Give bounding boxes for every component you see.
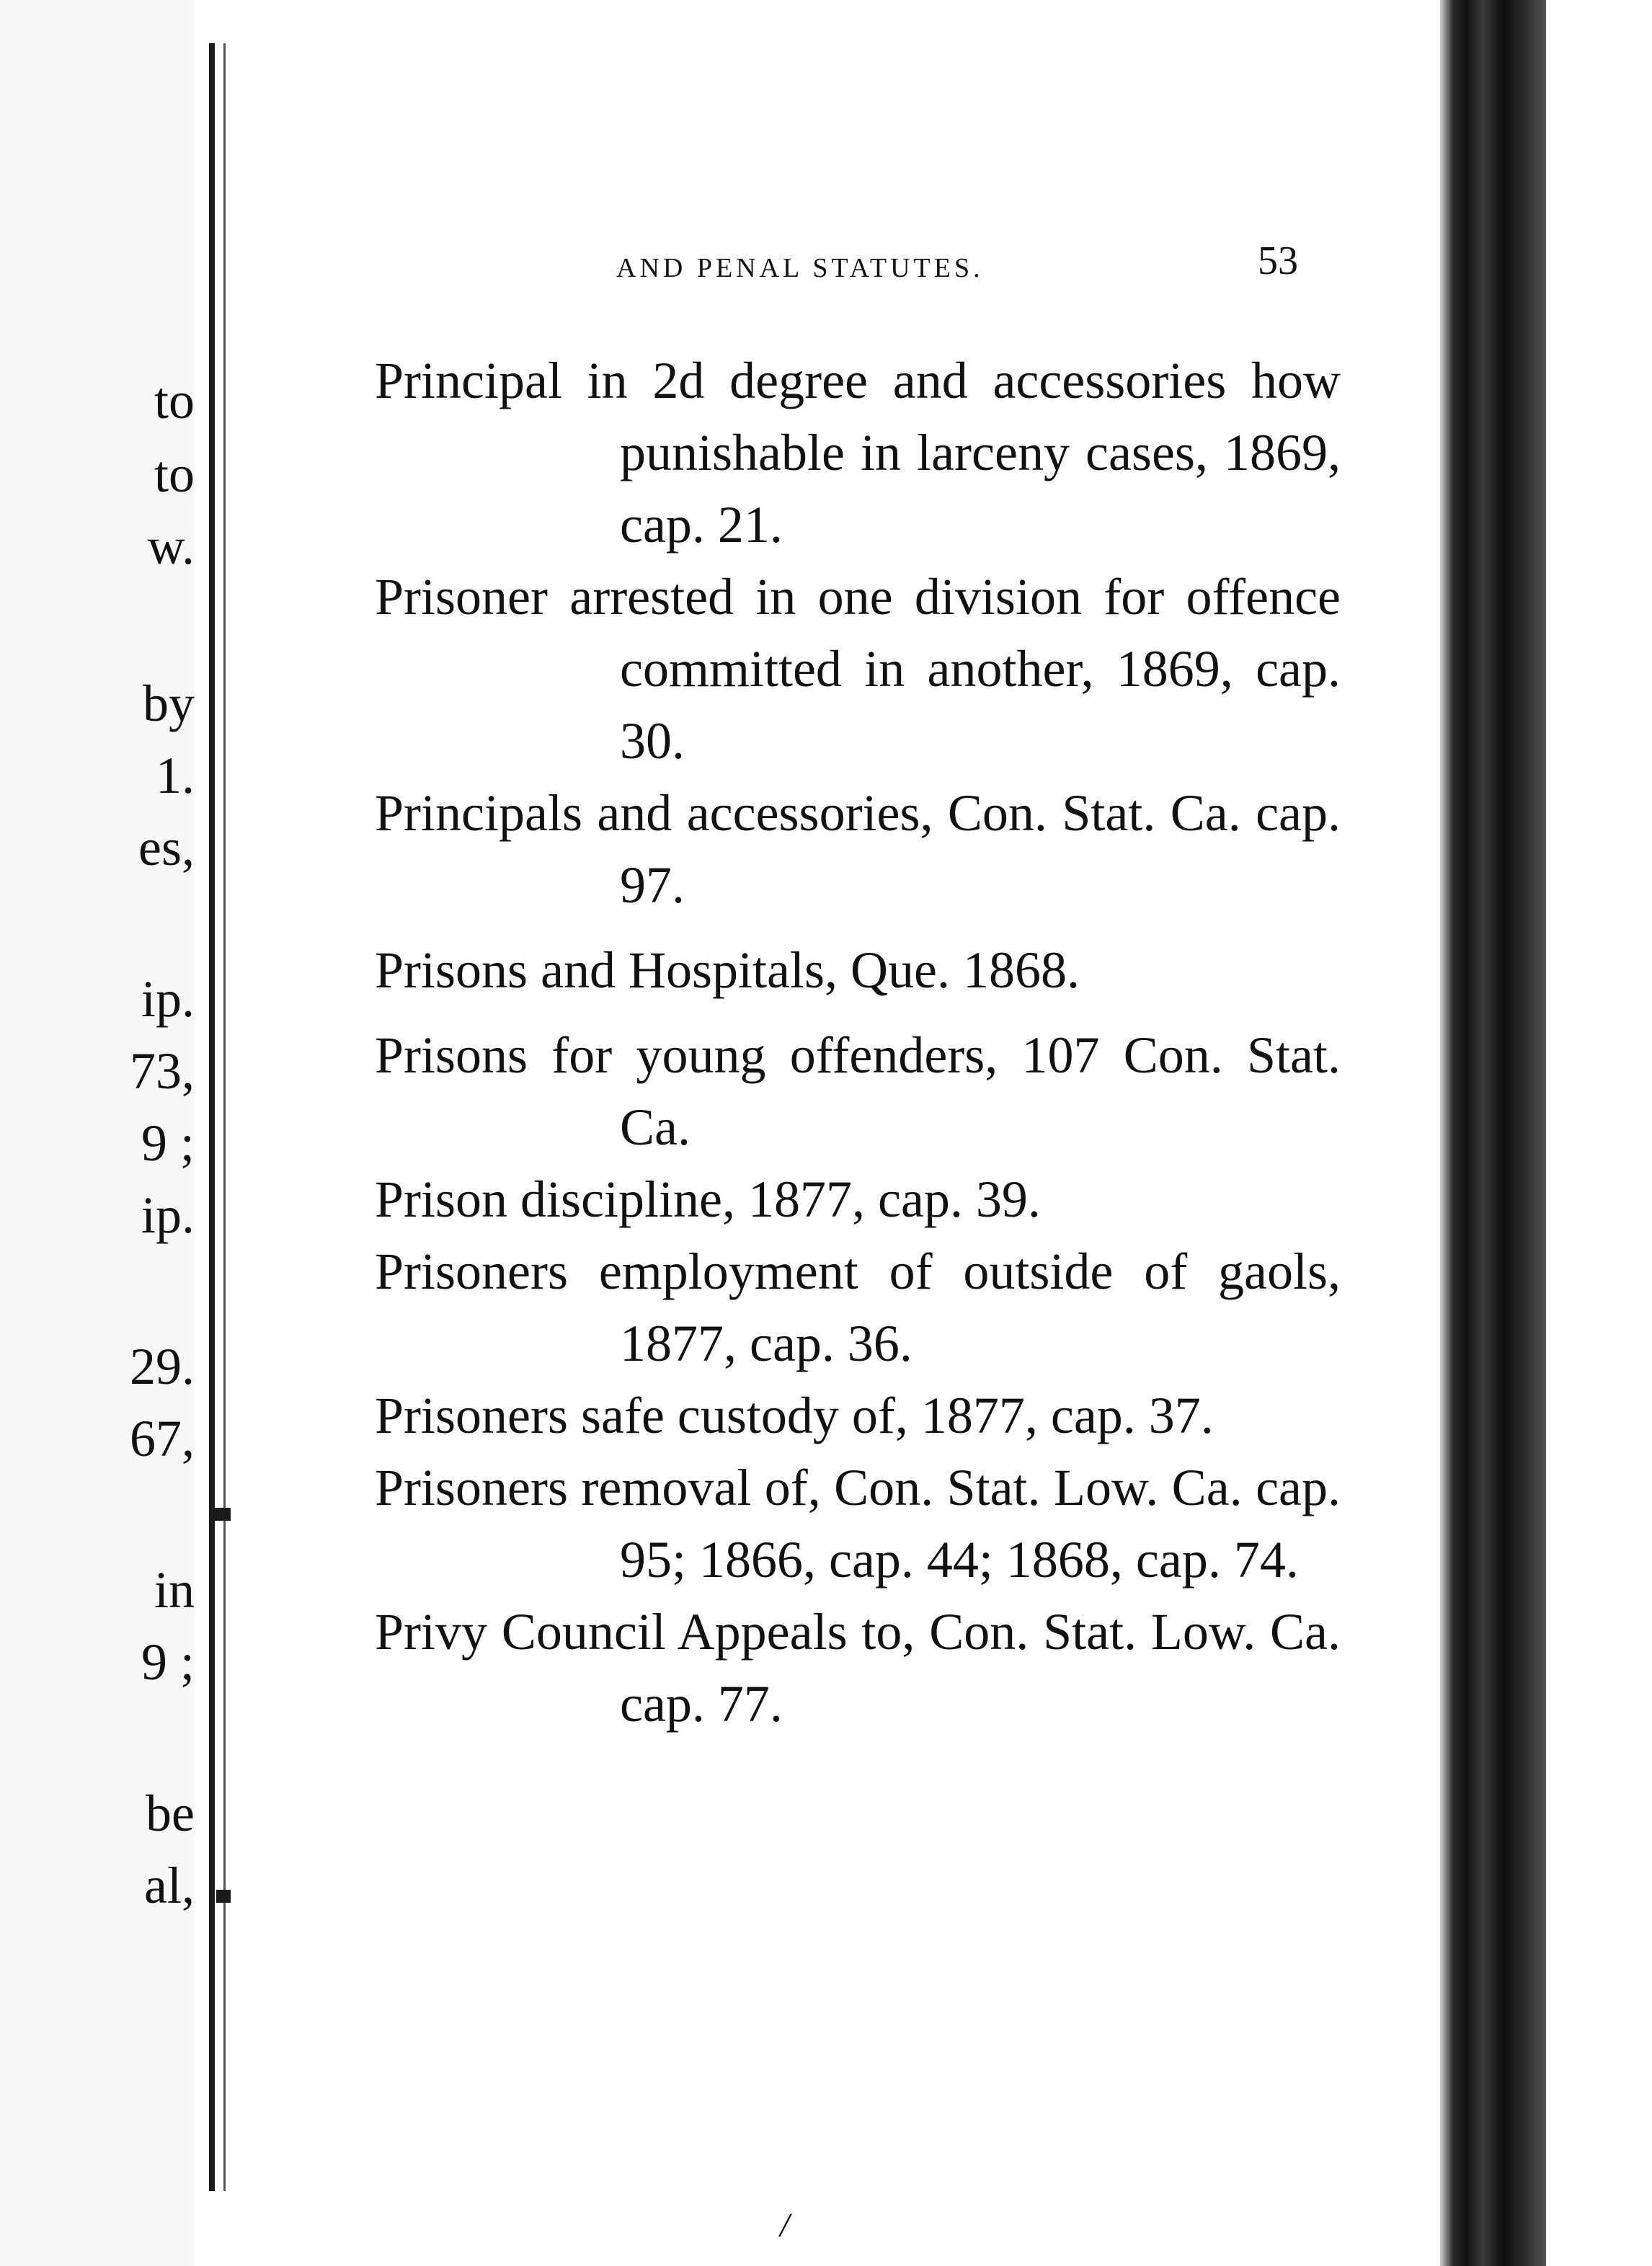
index-entry: Prisoners employment of outside of gaols, 1877, cap. 36.: [375, 1243, 1341, 1372]
page-number: 53: [1258, 239, 1298, 283]
index-entry: Prisoner arrested in one division for offence committed in another, 1869, cap. 30.: [375, 568, 1341, 770]
index-entry: Prisons and Hospitals, Que. 1868.: [375, 941, 1080, 999]
footer-mark: /: [780, 2206, 790, 2244]
gutter-rule: [209, 43, 215, 2191]
index-entry: Privy Council Appeals to, Con. Stat. Low. Ca. cap. 77.: [375, 1603, 1341, 1733]
index-entry: Prisoners removal of, Con. Stat. Low. Ca. cap. 95; 1866, cap. 44; 1868, cap. 74.: [375, 1459, 1341, 1589]
left-fragment: w.: [147, 517, 195, 575]
left-facing-page: [0, 0, 195, 2266]
running-head: AND PENAL STATUTES.: [616, 253, 984, 283]
index-entry: Prisons for young offenders, 107 Con. Stat. Ca.: [375, 1026, 1341, 1156]
index-entry: Principal in 2d degree and accessories how punishable in larceny cases, 1869, cap. 21.: [375, 352, 1341, 554]
left-fragment: 9 ;: [141, 1633, 195, 1691]
gutter-rule-thin: [223, 43, 226, 2191]
book-edge: [1440, 0, 1546, 2266]
index-entry: Prisoners safe custody of, 1877, cap. 37.: [375, 1387, 1214, 1444]
left-fragment: 1.: [156, 747, 195, 804]
left-fragment: al,: [144, 1857, 195, 1914]
index-entries: [375, 345, 1341, 1740]
left-fragment: 9 ;: [141, 1114, 195, 1172]
left-fragment: 29.: [130, 1338, 195, 1395]
index-entry: Principals and accessories, Con. Stat. Ca. cap. 97.: [375, 784, 1341, 914]
left-fragment: ip.: [141, 970, 195, 1028]
left-fragment: in: [154, 1561, 195, 1619]
left-fragment: to: [154, 445, 195, 503]
binding-stitch: [210, 1508, 232, 1521]
left-fragment: 67,: [130, 1410, 195, 1467]
left-fragment: by: [143, 675, 195, 732]
index-entry: Prison discipline, 1877, cap. 39.: [375, 1170, 1041, 1228]
left-fragment: be: [146, 1785, 195, 1842]
left-fragment: ip.: [141, 1186, 195, 1244]
left-fragment: es,: [138, 819, 195, 876]
left-fragment: 73,: [130, 1042, 195, 1100]
left-fragment: to: [154, 372, 195, 430]
